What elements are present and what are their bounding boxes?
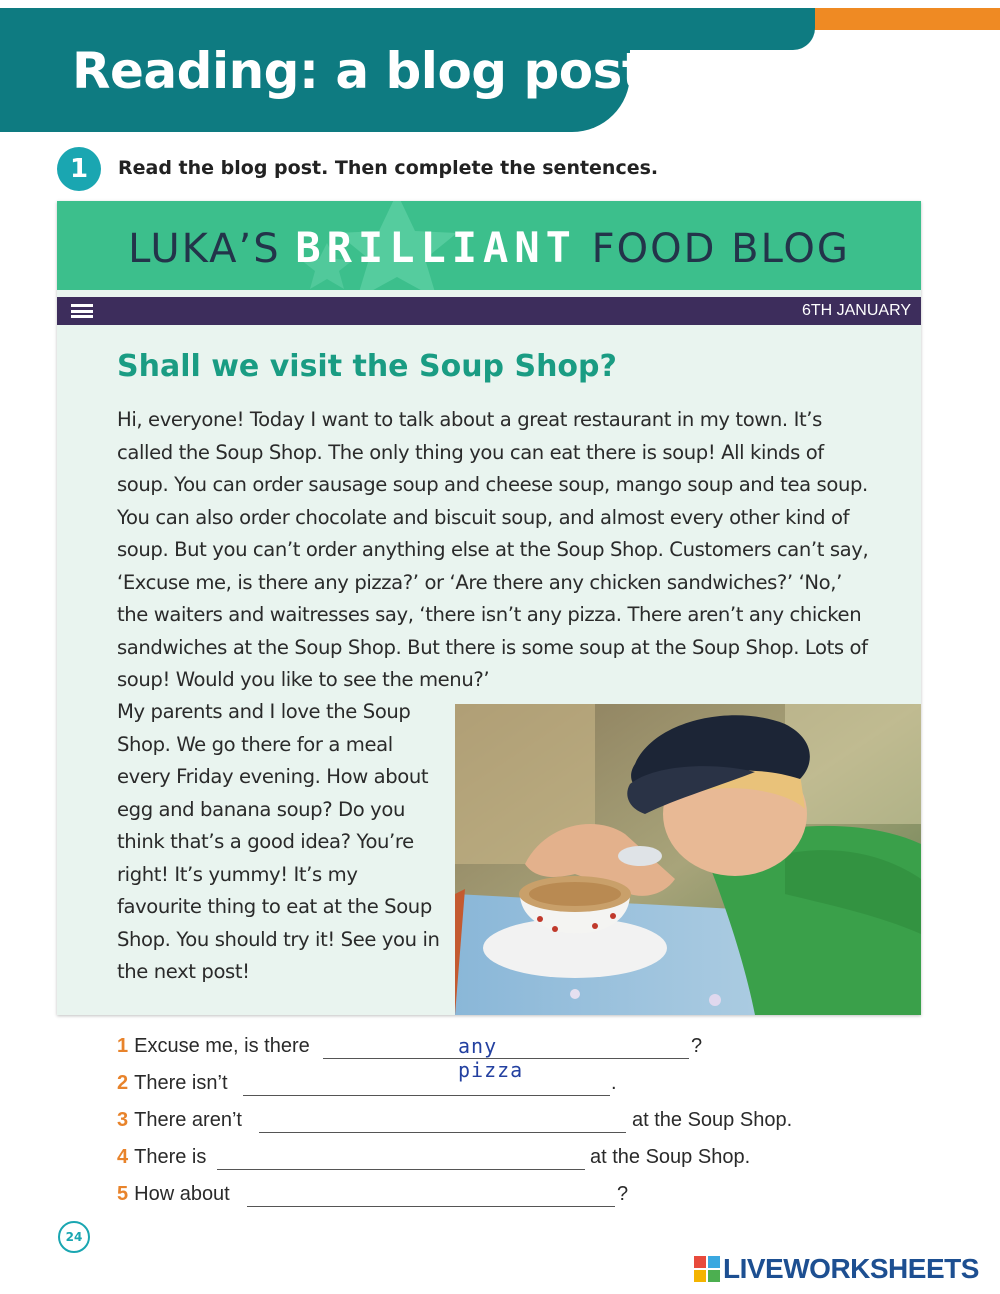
sentence-2 (117, 1072, 228, 1098)
banner-suffix: FOOD BLOG (576, 226, 850, 272)
blog-card (57, 201, 921, 1015)
brand-name: LIVEWORKSHEETS (723, 1253, 979, 1284)
hamburger-menu-icon[interactable] (71, 304, 93, 318)
sentence-suffix-2: . (611, 1072, 617, 1094)
sentence-3 (117, 1109, 242, 1135)
sentence-number: 5 (117, 1183, 129, 1205)
liveworksheets-mark-icon (694, 1256, 720, 1282)
sentence-prefix: Excuse me, is there (134, 1035, 310, 1057)
sentence-prefix: There is (134, 1146, 207, 1168)
post-paragraph-1: Hi, everyone! Today I want to talk about a great restaurant in my town. It’s called the Soup Shop. The only thing you can eat there is soup! All kinds of soup. You can order sausage soup and cheese soup, mango soup and tea soup. You can also order chocolate and biscuit soup, and almost every other kind of soup. But you can’t order anything else at the Soup Shop. Customers can’t say, ‘Excuse me, is there any pizza?’ or ‘Are there any chicken sandwiches?’ ‘No,’ the waiters and waitresses say, ‘there isn’t any pizza. There aren’t any chicken sandwiches at the Soup Shop. But there is some soup at the Soup Shop. Lots of soup! Would you like to see the menu?’ (117, 408, 869, 691)
answer-blank-2[interactable] (243, 1071, 610, 1096)
blog-banner-title (57, 223, 921, 272)
sentence-suffix-3: at the Soup Shop. (632, 1109, 793, 1131)
instruction-text: Read the blog post. Then complete the sentences. (118, 157, 659, 179)
banner-highlight: BRILLIANT (295, 223, 577, 272)
sentence-5 (117, 1183, 230, 1209)
answer-text-1: any pizza (458, 1034, 524, 1082)
page-number: 24 (58, 1221, 90, 1253)
step-number-badge: 1 (57, 147, 101, 191)
blog-banner (57, 201, 921, 290)
sentence-number: 3 (117, 1109, 129, 1131)
blog-nav-bar (57, 297, 921, 325)
page-title: Reading: a blog post (72, 42, 646, 100)
sentence-number: 4 (117, 1146, 129, 1168)
sentence-4 (117, 1146, 206, 1172)
banner-prefix: LUKA’S (128, 226, 296, 272)
post-title: Shall we visit the Soup Shop? (117, 349, 617, 384)
sentence-number: 2 (117, 1072, 129, 1094)
sentence-prefix: There aren’t (134, 1109, 242, 1131)
answer-blank-5[interactable] (247, 1182, 615, 1207)
answer-blank-3[interactable] (259, 1108, 626, 1133)
sentence-1 (117, 1035, 310, 1061)
answer-blank-4[interactable] (217, 1145, 585, 1170)
liveworksheets-logo[interactable] (694, 1254, 979, 1284)
sentence-suffix-4: at the Soup Shop. (590, 1146, 751, 1168)
post-paragraph-2: My parents and I love the Soup Shop. We go there for a meal every Friday evening. How about egg and banana soup? Do you think that’s a good idea? You’re right! It’s yummy! It’s my favourite thing to eat at the Soup Shop. You should try it! See you in the next post! (117, 700, 440, 983)
blog-date: 6TH JANUARY (801, 302, 911, 319)
sentence-suffix-5: ? (617, 1183, 629, 1205)
sentence-suffix-1: ? (691, 1035, 703, 1057)
sentence-prefix: There isn’t (134, 1072, 228, 1094)
sentence-number: 1 (117, 1035, 129, 1057)
boy-eating-soup-photo (455, 704, 921, 1015)
sentence-prefix: How about (134, 1183, 230, 1205)
